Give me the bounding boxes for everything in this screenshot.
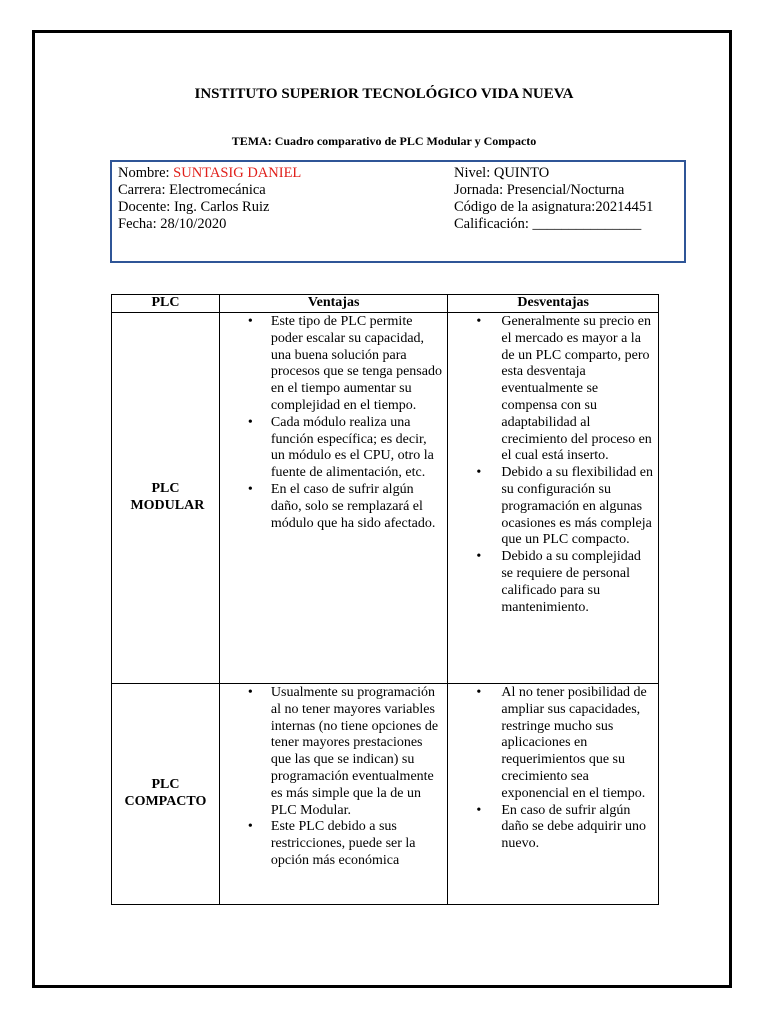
- topic-line: TEMA: Cuadro comparativo de PLC Modular y Compacto: [231, 134, 537, 148]
- header-plc: PLC: [112, 295, 220, 313]
- info-left-column: [118, 165, 301, 233]
- plc-modular-desventajas: [448, 313, 659, 684]
- info-right-column: [454, 165, 653, 233]
- nombre-label: Nombre:: [118, 165, 174, 181]
- list-item: [220, 482, 443, 532]
- bullet-icon: •: [247, 685, 253, 700]
- carrera-line: Carrera: Electromecánica: [118, 182, 266, 198]
- list-item: [220, 415, 443, 482]
- list-item: [448, 685, 654, 803]
- list-item-text: Este PLC debido a sus restricciones, puede ser la opción más económica: [270, 819, 416, 868]
- plc-modular-name: [112, 313, 220, 684]
- plc-modular-ventajas: [219, 313, 447, 684]
- plc-compacto-label: PLC COMPACTO: [124, 777, 207, 809]
- list-item-text: Al no tener posibilidad de ampliar sus capacidades, restringe mucho sus aplicaciones en requerimientos que su crecimiento sea exponencial en el tiempo.: [501, 685, 647, 801]
- codigo-line: Código de la asignatura:20214451: [454, 199, 654, 215]
- list-item-text: Debido a su flexibilidad en su configuración su programación en algunas ocasiones es más compleja que un PLC compacto.: [501, 465, 653, 548]
- nombre-value: SUNTASIG DANIEL: [173, 165, 302, 181]
- bullet-icon: •: [476, 465, 482, 481]
- bullet-icon: •: [476, 549, 482, 565]
- list-item-text: Usualmente su programación al no tener mayores variables internas (no tiene opciones de tener mayores prestaciones que las que se indican) su programación eventualmente es más simple que la de un PLC Modular.: [270, 685, 439, 818]
- jornada-line: Jornada: Presencial/Nocturna: [454, 182, 625, 198]
- bullet-icon: •: [476, 314, 482, 329]
- calificacion-line: Calificación: _______________: [454, 216, 642, 232]
- list-item-text: Cada módulo realiza una función específica; es decir, un módulo es el CPU, otro la fuente de alimentación, etc.: [270, 414, 434, 481]
- header-desventajas: Desventajas: [448, 295, 659, 313]
- list-item: [448, 549, 654, 616]
- fecha-line: Fecha: 28/10/2020: [118, 216, 227, 232]
- list-item-text: En caso de sufrir algún daño se debe adquirir uno nuevo.: [501, 802, 646, 852]
- nombre-line: [118, 165, 301, 182]
- bullet-icon: •: [247, 314, 253, 329]
- bullet-icon: •: [247, 819, 253, 835]
- header-ventajas: Ventajas: [219, 295, 447, 313]
- bullet-icon: •: [247, 481, 253, 497]
- table-header-row: [112, 295, 659, 313]
- student-info-box: [110, 160, 686, 263]
- list-item-text: Generalmente su precio en el mercado es mayor a la de un PLC comparto, pero esta desventaja eventualmente se compensa con su adaptabilidad al crecimiento del proceso en el cual está inserto.: [501, 314, 652, 464]
- bullet-icon: •: [476, 802, 482, 818]
- list-item: [220, 685, 443, 819]
- list-item: [448, 314, 654, 465]
- plc-compacto-desventajas: [448, 684, 659, 905]
- list-item: [220, 314, 443, 415]
- comparison-table: [111, 294, 659, 905]
- institute-title: INSTITUTO SUPERIOR TECNOLÓGICO VIDA NUEVA: [194, 86, 574, 102]
- list-item: [448, 465, 654, 549]
- list-item: [220, 819, 443, 869]
- list-item-text: En el caso de sufrir algún daño, solo se remplazará el módulo que ha sido afectado.: [270, 481, 436, 531]
- bullet-icon: •: [476, 685, 482, 700]
- docente-line: Docente: Ing. Carlos Ruiz: [118, 199, 270, 215]
- list-item-text: Debido a su complejidad se requiere de personal calificado para su mantenimiento.: [501, 549, 641, 615]
- list-item: [448, 803, 654, 853]
- list-item-text: Este tipo de PLC permite poder escalar su capacidad, una buena solución para procesos que se tenga pensado en el tiempo aumentar su complejidad en el tiempo.: [270, 314, 442, 413]
- nivel-line: Nivel: QUINTO: [454, 165, 550, 181]
- plc-modular-label: PLC MODULAR: [130, 481, 205, 513]
- table-row-plc-compacto: [112, 684, 659, 905]
- table-row-plc-modular: [112, 313, 659, 684]
- bullet-icon: •: [247, 414, 253, 430]
- plc-compacto-name: [112, 684, 220, 905]
- plc-compacto-ventajas: [219, 684, 447, 905]
